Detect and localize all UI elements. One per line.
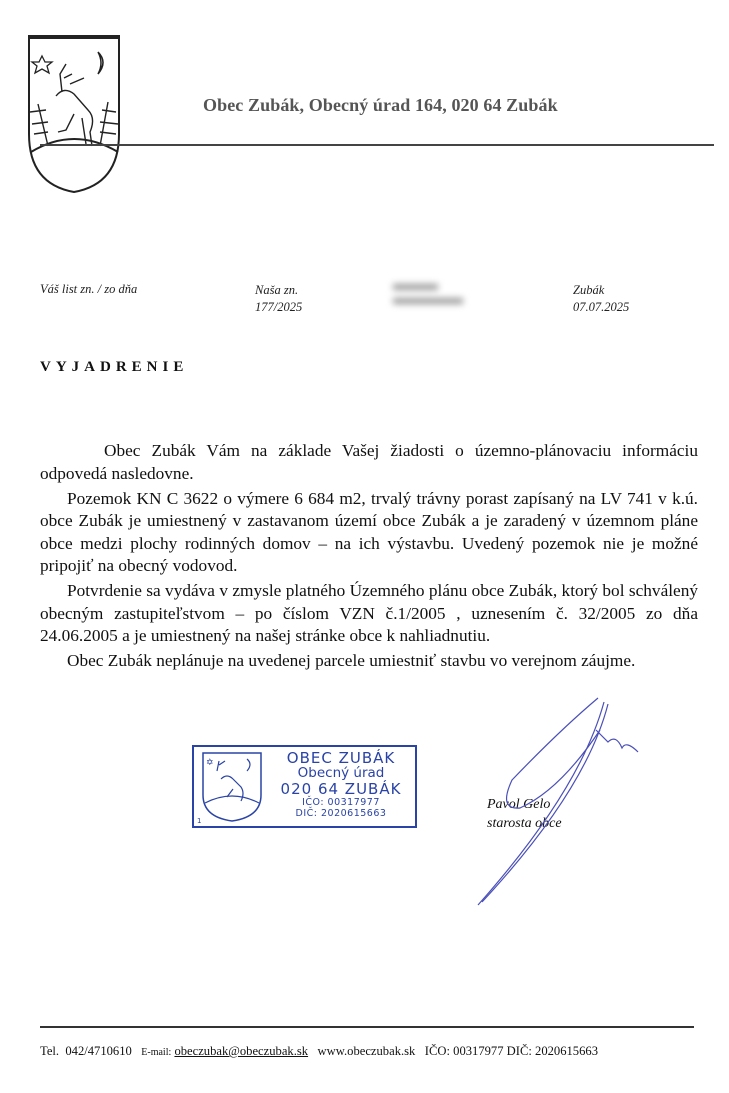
paragraph: Pozemok KN C 3622 o výmere 6 684 m2, trvalý trávny porast zapísaný na LV 741 v k.ú. obce Zubák je umiestnený v zastavanom území obce Zubák a je zaradený v územnom pláne obce medzi plochy rodinných domov – na ich výstavbu. Uvedený pozemok nie je možné pripojiť na obecný vodovod.: [40, 488, 698, 575]
tel-label: Tel.: [40, 1044, 60, 1058]
signer-role: starosta obce: [487, 816, 562, 831]
our-ref-value: 177/2025: [255, 300, 303, 314]
ico-label: IČO:: [424, 1044, 450, 1058]
paragraph: Potvrdenie sa vydáva v zmysle platného Územného plánu obce Zubák, ktorý bol schválený obecným zastupiteľstvom – po číslom VZN č.1/2005 , uznesením č. 32/2005 zo dňa 24.06.2005 a je umiestnený na našej stránke obce k nahliadnutiu.: [40, 581, 698, 645]
signer-name: Pavol Gelo: [487, 797, 551, 812]
our-ref-block: [255, 282, 302, 316]
place: Zubák: [573, 283, 605, 297]
stamp-line3: 020 64 ZUBÁK: [280, 780, 402, 798]
email-link[interactable]: obeczubak@obeczubak.sk: [174, 1044, 309, 1058]
footer-contacts: [40, 1044, 598, 1059]
svg-text:✡: ✡: [206, 758, 214, 768]
email-label: E-mail:: [141, 1047, 172, 1058]
stamp-line2: Obecný úrad: [297, 765, 385, 781]
header-divider: [40, 144, 714, 146]
stamp-crest-icon: [201, 751, 263, 823]
handwritten-signature: [470, 690, 670, 915]
document-title: VYJADRENIE: [40, 359, 189, 375]
footer-divider: [40, 1026, 694, 1028]
your-ref-block: [40, 281, 137, 298]
place-date-block: [573, 282, 629, 316]
dic-label: DIČ:: [506, 1044, 532, 1058]
ico-value: 00317977: [453, 1044, 504, 1058]
official-stamp: [192, 745, 417, 828]
your-ref-label: Váš list zn. / zo dňa: [40, 282, 138, 296]
document-body: [40, 440, 698, 675]
stamp-number: 1: [197, 817, 202, 825]
redacted-handler: [393, 280, 463, 314]
date: 07.07.2025: [573, 300, 630, 314]
dic-value: 2020615663: [535, 1044, 598, 1058]
stamp-ico: IČO: 00317977: [302, 797, 380, 808]
our-ref-label: Naša zn.: [255, 283, 299, 297]
paragraph: Obec Zubák neplánuje na uvedenej parcele umiestniť stavbu vo verejnom záujme.: [67, 651, 636, 670]
paragraph: Obec Zubák Vám na základe Vašej žiadosti o územno-plánovaciu informáciu odpovedá nasledovne.: [40, 441, 698, 483]
stamp-line1: OBEC ZUBÁK: [286, 749, 396, 767]
tel-value: 042/4710610: [65, 1044, 132, 1058]
website-link[interactable]: www.obeczubak.sk: [317, 1044, 416, 1058]
coat-of-arms-icon: [26, 34, 122, 194]
stamp-dic: DIČ: 2020615663: [295, 808, 387, 819]
stamp-text: [266, 750, 416, 819]
letterhead-title: Obec Zubák, Obecný úrad 164, 020 64 Zubák: [203, 95, 558, 115]
